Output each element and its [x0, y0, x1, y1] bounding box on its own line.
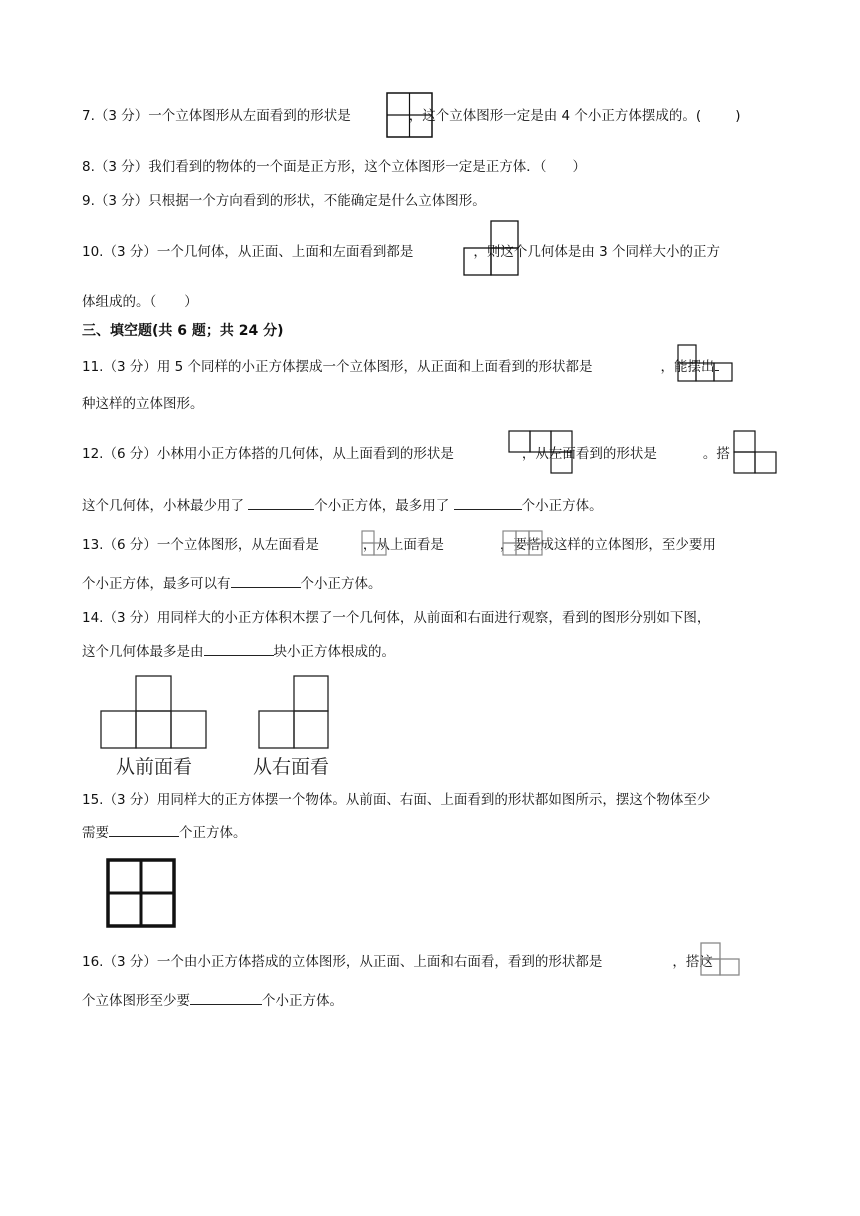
q12-text-line2a: 这个几何体，小林最少用了 — [82, 498, 249, 514]
question-16-line2 — [82, 990, 343, 1011]
q7-paren-end: ) — [735, 108, 741, 124]
question-11-line2 — [82, 394, 204, 414]
q16-text-line2a: 个立体图形至少要 — [82, 993, 190, 1009]
q16-answer-blank[interactable] — [190, 990, 262, 1005]
q13-text-line2a: 个小正方体，最多可以有 — [82, 576, 231, 592]
question-9 — [82, 191, 486, 211]
q9-text: 9.（3 分）只根据一个方向看到的形状，不能确定是什么立体图形。 — [82, 193, 486, 209]
q12-text-pre: 12.（6 分）小林用小正方体搭的几何体，从上面看到的形状是 — [82, 446, 454, 462]
q12-text-line2c: 个小正方体。 — [521, 498, 603, 514]
q14-text-line2b: 块小正方体根成的。 — [273, 644, 395, 660]
q14-text-line1: 14.（3 分）用同样大的小正方体积木摆了一个几何体，从前面和右面进行观察，看到的图形分别如下图， — [82, 610, 711, 626]
q15-text-line2a: 需要 — [82, 825, 109, 841]
q11-text-line2: 种这样的立体图形。 — [82, 396, 204, 412]
q13-text-pre: 13.（6 分）一个立体图形，从左面看是 — [82, 537, 319, 553]
q10-figure-l-shape — [463, 220, 521, 278]
question-11 — [82, 356, 719, 377]
q10-text-line2: 体组成的。（ — [82, 294, 157, 310]
q12-text-mid: ，从左面看到的形状是 — [521, 446, 657, 462]
q12-text-post: 。搭 — [702, 446, 730, 462]
q13-text-line2b: 个小正方体。 — [300, 576, 382, 592]
q10-text-post: ，则这个几何体是由 3 个同样大小的正方 — [473, 244, 721, 260]
question-16 — [82, 952, 713, 972]
q14-answer-blank[interactable] — [204, 641, 274, 656]
q11-text-pre: 11.（3 分）用 5 个同样的小正方体摆成一个立体图形，从正面和上面看到的形状都是 — [82, 359, 593, 375]
q13-answer-blank-max[interactable] — [231, 573, 301, 588]
q7-text-pre: 7.（3 分）一个立体图形从左面看到的形状是 — [82, 108, 351, 124]
question-15 — [82, 790, 710, 810]
q8-text: 8.（3 分）我们看到的物体的一个面是正方形，这个立体图形一定是正方体．（ — [82, 159, 547, 175]
q16-figure-shape — [700, 942, 744, 978]
q16-text-line2b: 个小正方体。 — [262, 993, 343, 1009]
q12-answer-blank-max[interactable] — [454, 495, 522, 510]
q15-figure-2x2-grid — [106, 858, 178, 930]
q15-answer-blank[interactable] — [109, 822, 179, 837]
question-14-line2 — [82, 641, 395, 662]
q11-figure-shape — [677, 344, 735, 384]
question-8 — [82, 157, 586, 177]
q13-top-view-figure — [502, 530, 548, 560]
q8-paren-end: ） — [572, 159, 587, 175]
q16-text-pre: 16.（3 分）一个由小正方体搭成的立体图形，从正面、上面和右面看，看到的形状都是 — [82, 954, 603, 970]
q13-left-view-figure — [361, 530, 391, 560]
q12-left-view-figure — [733, 430, 781, 476]
q13-text-post: ，要搭成这样的立体图形，至少要用 — [499, 537, 716, 553]
q14-front-view-caption: 从前面看 — [116, 756, 193, 778]
q14-text-line2a: 这个几何体最多是由 — [82, 644, 204, 660]
q10-text-pre: 10.（3 分）一个几何体，从正面、上面和左面看到都是 — [82, 244, 414, 260]
q12-answer-blank-min[interactable] — [248, 495, 314, 510]
q16-text-post: ，搭这 — [672, 954, 713, 970]
q10-paren-end: ） — [184, 294, 198, 310]
q12-text-line2b: 个小正方体，最多用了 — [314, 498, 454, 514]
q15-text-line1: 15.（3 分）用同样大的正方体摆一个物体。从前面、右面、上面看到的形状都如图所示，摆这个物体至少 — [82, 792, 711, 808]
question-12-line2 — [82, 495, 603, 516]
q11-text-post: ，能摆出 — [660, 359, 715, 375]
q14-right-view-caption: 从右面看 — [253, 756, 330, 778]
q14-right-view-figure — [258, 675, 332, 751]
q14-front-view-figure — [100, 675, 210, 751]
question-13 — [82, 535, 716, 555]
q7-text-post: ，这个立体图形一定是由 4 个小正方体摆成的。( — [408, 108, 702, 124]
section-title-text: 三、填空题(共 6 题；共 24 分) — [82, 323, 284, 339]
q7-figure-2x2-grid — [386, 92, 434, 138]
question-14 — [82, 608, 710, 628]
question-10 — [82, 242, 720, 262]
section-title-fill-blank — [82, 320, 284, 340]
question-13-line2 — [82, 573, 382, 594]
question-15-line2 — [82, 822, 247, 843]
question-12 — [82, 444, 730, 464]
question-10-line2 — [82, 292, 198, 312]
q12-top-view-figure — [508, 430, 576, 476]
q13-text-mid: ，从上面看是 — [362, 537, 444, 553]
q15-text-line2b: 个正方体。 — [179, 825, 247, 841]
